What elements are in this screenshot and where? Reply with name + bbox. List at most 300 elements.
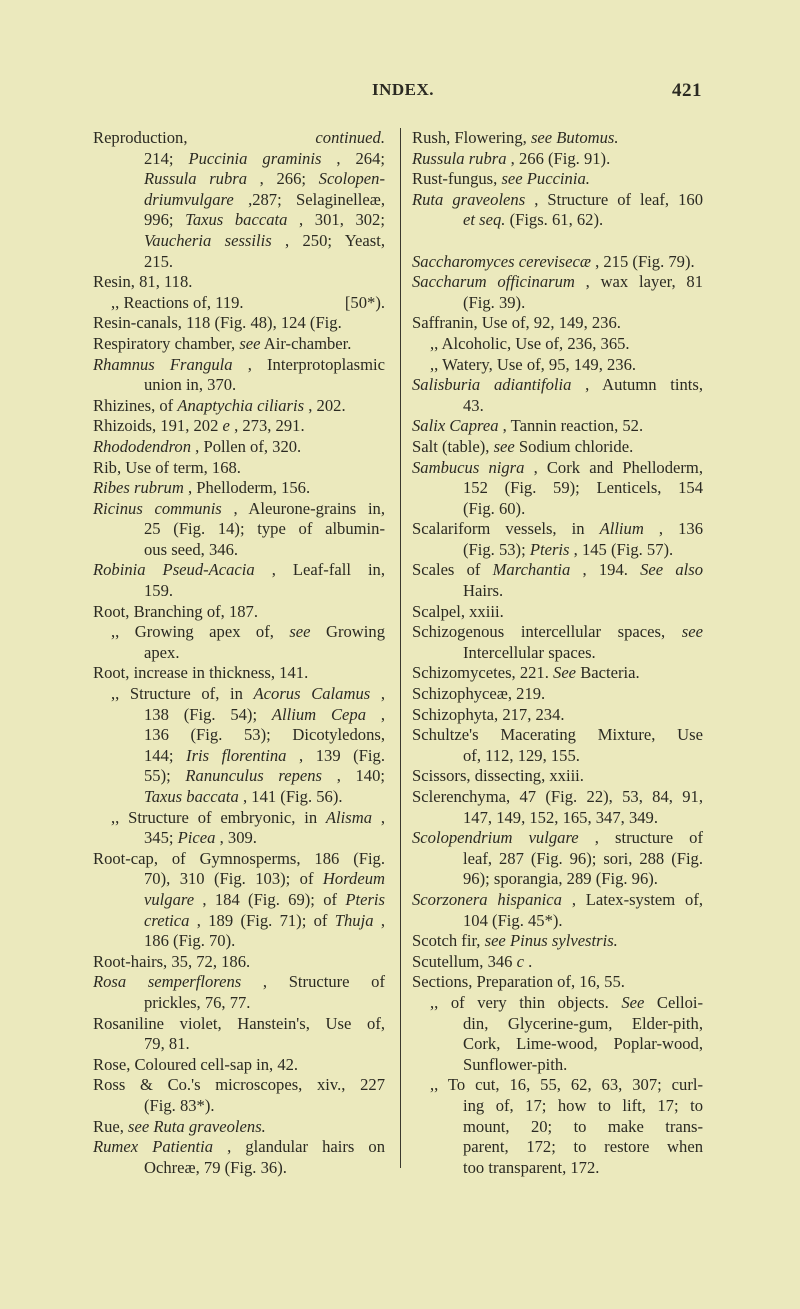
entry-line xyxy=(412,478,703,499)
entry-text: , Pollen of, 320. xyxy=(195,436,302,456)
italic-term: Salisburia adiantifolia xyxy=(412,375,572,395)
entry-text: , xyxy=(380,807,385,827)
entry-text: Root-cap, of Gymnosperms, 186 (Fig. xyxy=(93,848,385,868)
entry-text: Rosaniline violet, Hanstein's, Use of, xyxy=(93,1013,385,1033)
entry-line xyxy=(412,458,703,479)
italic-term: Vaucheria sessilis xyxy=(144,230,272,250)
entry-line xyxy=(412,1117,703,1138)
index-entry xyxy=(93,560,385,601)
entry-line xyxy=(93,1075,385,1096)
index-entry xyxy=(412,931,703,952)
index-entry xyxy=(93,313,385,334)
entry-text: , xyxy=(380,684,385,704)
italic-term: Taxus baccata xyxy=(185,210,288,230)
entry-text: Scotch fir, xyxy=(412,931,485,951)
entry-text: Salt (table), xyxy=(412,436,494,456)
italic-term: See xyxy=(553,663,577,683)
entry-line xyxy=(93,210,385,231)
entry-text: Rust-fungus, xyxy=(412,169,502,189)
entry-line xyxy=(412,313,703,334)
entry-line xyxy=(93,890,385,911)
entry-text: , 141 (Fig. 56). xyxy=(242,787,343,806)
entry-line xyxy=(93,190,385,211)
index-entry xyxy=(93,355,385,396)
entry-text: Sodium chloride. xyxy=(518,436,634,456)
entry-line xyxy=(93,1117,385,1138)
index-subentry xyxy=(93,293,385,314)
entry-text: Schultze's Macerating Mixture, Use xyxy=(412,725,703,745)
italic-term: see Puccinia. xyxy=(501,169,590,189)
index-entry xyxy=(93,272,385,293)
index-subentry xyxy=(412,993,703,1075)
italic-term: Anaptychia ciliaris xyxy=(177,395,305,415)
index-entry xyxy=(93,334,385,355)
entry-line xyxy=(93,252,385,273)
entry-text: 996; xyxy=(144,210,186,230)
entry-line xyxy=(93,499,385,520)
index-entry xyxy=(93,1055,385,1076)
entry-line xyxy=(412,643,703,664)
italic-term: continued. xyxy=(315,128,385,147)
entry-line xyxy=(412,437,703,458)
entry-text: of, 112, 129, 155. xyxy=(463,745,580,765)
italic-term: Rosa semperflorens xyxy=(93,972,242,992)
entry-text: , Leaf-fall in, xyxy=(271,560,385,580)
entry-line xyxy=(412,911,703,932)
entry-text: Rue, xyxy=(93,1116,129,1136)
entry-line xyxy=(412,622,703,643)
index-entry xyxy=(93,1075,385,1116)
entry-text: , Aleurone-grains in, xyxy=(233,498,385,518)
entry-text: 186 (Fig. 70). xyxy=(144,931,236,951)
entry-line xyxy=(93,1014,385,1035)
entry-line xyxy=(93,355,385,376)
entry-text: leaf, 287 (Fig. 96); sori, 288 (Fig. xyxy=(463,848,703,868)
italic-term: Hordeum xyxy=(322,869,385,889)
entry-line xyxy=(412,931,703,952)
entry-line xyxy=(93,1055,385,1076)
entry-text: Sections, Preparation of, 16, 55. xyxy=(412,972,625,992)
entry-text: prickles, 76, 77. xyxy=(144,992,251,1012)
entry-text: 104 (Fig. 45*). xyxy=(463,910,563,930)
entry-text: (Fig. 39). xyxy=(463,292,526,312)
italic-term: e xyxy=(222,416,230,436)
entry-text: parent, 172; to restore when xyxy=(463,1137,703,1157)
index-entry xyxy=(412,458,703,520)
entry-text: 25 (Fig. 14); type of albumin- xyxy=(144,519,385,539)
index-entry xyxy=(412,663,703,684)
italic-term: Sambucus nigra xyxy=(412,457,525,477)
entry-text: ,, of very thin objects. xyxy=(430,992,622,1012)
entry-line xyxy=(412,952,703,973)
entry-text: 55); xyxy=(144,766,186,786)
entry-line xyxy=(412,169,703,190)
entry-text: , 139 (Fig. xyxy=(299,745,385,765)
entry-line xyxy=(412,252,703,273)
index-entry xyxy=(93,952,385,973)
entry-line xyxy=(93,705,385,726)
entry-line xyxy=(93,560,385,581)
index-entry xyxy=(412,272,703,313)
entry-text: 79, 81. xyxy=(144,1034,190,1054)
entry-text: , Latex-system of, xyxy=(571,889,704,909)
index-entry xyxy=(412,519,703,560)
entry-line xyxy=(93,416,385,437)
italic-term: Pteris xyxy=(529,539,570,559)
entry-line xyxy=(412,1055,703,1076)
entry-text: , 266 (Fig. 91). xyxy=(510,148,611,168)
entry-text: , 215 (Fig. 79). xyxy=(595,251,695,271)
entry-text: Reproduction, xyxy=(93,128,316,147)
italic-term: Salix Caprea xyxy=(412,416,499,436)
entry-text: 144; xyxy=(144,745,187,765)
entry-text: Growing xyxy=(326,622,385,642)
entry-line xyxy=(93,643,385,664)
index-entry xyxy=(412,787,703,828)
entry-text: Rib, Use of term, 168. xyxy=(93,457,241,477)
entry-line xyxy=(412,869,703,890)
entry-text: ing of, 17; how to lift, 17; to xyxy=(463,1095,703,1115)
entry-text: , 189 (Fig. 71); of xyxy=(196,910,335,930)
index-entry xyxy=(93,1137,385,1178)
entry-line xyxy=(412,787,703,808)
entry-line xyxy=(412,581,703,602)
entry-text: , Cork and Phelloderm, xyxy=(533,457,703,477)
section-gap xyxy=(412,231,703,252)
entry-line xyxy=(93,684,385,705)
index-entry xyxy=(412,375,703,416)
index-subentry xyxy=(412,1075,703,1178)
entry-text: , 250; Yeast, xyxy=(285,230,385,250)
index-entry xyxy=(412,952,703,973)
italic-term: See also xyxy=(640,560,704,580)
entry-line xyxy=(93,437,385,458)
italic-term: Rumex Patientia xyxy=(93,1137,214,1157)
entry-line xyxy=(412,808,703,829)
entry-text: ,287; Selaginelleæ, xyxy=(248,189,385,209)
entry-line xyxy=(412,375,703,396)
entry-line xyxy=(412,684,703,705)
italic-term: Ruta graveolens xyxy=(412,189,526,209)
index-entry xyxy=(93,499,385,561)
entry-line xyxy=(93,1158,385,1179)
entry-line xyxy=(93,478,385,499)
entry-line xyxy=(93,540,385,561)
index-entry xyxy=(412,169,703,190)
entry-line xyxy=(412,602,703,623)
index-subentry xyxy=(93,808,385,849)
italic-term: Thuja xyxy=(334,910,374,930)
entry-text: 152 (Fig. 59); Lenticels, 154 xyxy=(463,478,703,498)
entry-text: Scalpel, xxiii. xyxy=(412,601,504,621)
entry-text: union in, 370. xyxy=(144,375,237,395)
index-subentry xyxy=(412,334,703,355)
entry-text: Rush, Flowering, xyxy=(412,128,531,147)
index-entry xyxy=(412,437,703,458)
entry-line xyxy=(93,1137,385,1158)
italic-term: see Pinus sylvestris. xyxy=(484,931,618,951)
entry-text: , 140; xyxy=(336,766,385,786)
entry-text: Rose, Coloured cell-sap in, 42. xyxy=(93,1054,299,1074)
italic-term: Saccharum officinarum xyxy=(412,272,575,292)
italic-term: Rhododendron xyxy=(93,436,192,456)
entry-line xyxy=(93,293,385,314)
entry-text: (Figs. 61, 62). xyxy=(509,210,604,230)
entry-line xyxy=(93,869,385,890)
entry-text: Air-chamber. xyxy=(263,333,352,353)
entry-line xyxy=(93,725,385,746)
running-head: INDEX. xyxy=(371,80,435,99)
index-entry xyxy=(93,437,385,458)
index-entry xyxy=(93,458,385,479)
entry-line xyxy=(93,952,385,973)
entry-text: , 202. xyxy=(308,395,346,415)
entry-text: , 264; xyxy=(336,148,385,168)
entry-line xyxy=(93,375,385,396)
entry-line xyxy=(412,355,703,376)
entry-text: Root, increase in thickness, 141. xyxy=(93,663,309,683)
entry-line xyxy=(412,993,703,1014)
entry-text: 96); sporangia, 289 (Fig. 96). xyxy=(463,869,658,889)
entry-text: Cork, Lime-wood, Poplar-wood, xyxy=(463,1034,703,1054)
entry-text: Ross & Co.'s microscopes, xiv., 227 xyxy=(93,1075,385,1095)
entry-text: Schizomycetes, 221. xyxy=(412,663,554,683)
entry-text: Scales of xyxy=(412,560,493,580)
italic-term: Iris florentina xyxy=(186,745,287,765)
index-entry xyxy=(93,478,385,499)
index-entry xyxy=(93,663,385,684)
italic-term: Russula rubra xyxy=(412,148,507,168)
entry-text: 214; xyxy=(144,148,189,168)
entry-text: , 301, 302; xyxy=(299,210,385,230)
entry-text: 138 (Fig. 54); xyxy=(144,704,272,724)
entry-text: (Fig. 53); xyxy=(463,539,530,559)
entry-text: (Fig. 83*). xyxy=(144,1095,215,1115)
entry-text: Bacteria. xyxy=(580,663,640,683)
entry-text: ,, Structure of, in xyxy=(111,684,254,704)
entry-line xyxy=(412,210,703,231)
italic-term: Alisma xyxy=(325,807,373,827)
index-entry xyxy=(93,128,385,272)
entry-line xyxy=(93,334,385,355)
entry-text: 147, 149, 152, 165, 347, 349. xyxy=(463,807,658,827)
italic-term: Scorzonera hispanica xyxy=(412,889,562,909)
index-subentry xyxy=(93,622,385,663)
column-divider xyxy=(400,128,401,1168)
entry-text: Scissors, dissecting, xxiii. xyxy=(412,766,584,786)
entry-line xyxy=(93,766,385,787)
entry-text: . xyxy=(528,951,533,971)
entry-line xyxy=(93,128,385,149)
entry-line xyxy=(412,519,703,540)
entry-text: 43. xyxy=(463,395,484,415)
index-entry xyxy=(412,416,703,437)
entry-line xyxy=(412,705,703,726)
entry-text: Scalariform vessels, in xyxy=(412,519,600,539)
entry-text: Rhizines, of xyxy=(93,395,178,415)
index-entry xyxy=(412,725,703,766)
entry-text: Saffranin, Use of, 92, 149, 236. xyxy=(412,313,621,333)
entry-text: , 194. xyxy=(582,560,641,580)
entry-line xyxy=(412,725,703,746)
index-entry xyxy=(93,416,385,437)
italic-term: et seq. xyxy=(463,210,506,230)
entry-text: ous seed, 346. xyxy=(144,539,239,559)
index-subentry xyxy=(412,355,703,376)
entry-text: 136 (Fig. 53); Dicotyledons, xyxy=(144,725,385,745)
entry-line xyxy=(93,787,385,808)
entry-text: ,, Reactions of, 119. xyxy=(111,292,244,312)
entry-line xyxy=(412,416,703,437)
entry-text: , xyxy=(380,910,385,930)
entry-text: 70), 310 (Fig. 103); of xyxy=(144,869,323,889)
italic-term: see Butomus. xyxy=(530,128,619,147)
entry-text: Sunflower-pith. xyxy=(463,1054,568,1074)
entry-text: , 266; xyxy=(259,169,319,189)
entry-line xyxy=(93,663,385,684)
entry-line xyxy=(93,149,385,170)
entry-line xyxy=(93,396,385,417)
entry-text: din, Glycerine-gum, Elder-pith, xyxy=(463,1013,703,1033)
entry-line xyxy=(93,911,385,932)
entry-text: Resin, 81, 118. xyxy=(93,272,193,292)
entry-line xyxy=(412,746,703,767)
index-entry xyxy=(412,190,703,231)
entry-line xyxy=(412,560,703,581)
entry-text: , 273, 291. xyxy=(234,416,305,436)
entry-text: , 145 (Fig. 57). xyxy=(573,539,674,559)
page-number: 421 xyxy=(672,80,702,101)
entry-line xyxy=(412,1075,703,1096)
entry-text: , xyxy=(380,704,385,724)
italic-term: Marchantia xyxy=(492,560,571,580)
entry-line xyxy=(412,1096,703,1117)
entry-text: , wax layer, 81 xyxy=(585,272,704,292)
entry-text: , Structure of leaf, 160 xyxy=(534,189,703,209)
italic-term: Pteris xyxy=(345,889,385,909)
entry-text: Respiratory chamber, xyxy=(93,333,240,353)
index-entry xyxy=(412,766,703,787)
index-entry xyxy=(412,622,703,663)
entry-text: Rhizoids, 191, 202 xyxy=(93,416,223,436)
entry-text: , Interprotoplasmic xyxy=(247,354,385,374)
entry-line xyxy=(93,231,385,252)
entry-text: , structure of xyxy=(594,828,703,848)
entry-line xyxy=(412,293,703,314)
italic-term: Puccinia graminis xyxy=(188,148,322,168)
italic-term: Allium xyxy=(599,519,644,539)
entry-text: , Autumn tints, xyxy=(585,375,704,395)
italic-term: Scolopen- xyxy=(318,169,385,189)
index-entry xyxy=(412,684,703,705)
entry-text: ,, Watery, Use of, 95, 149, 236. xyxy=(430,354,637,374)
italic-term: vulgare xyxy=(144,889,195,909)
italic-term: see xyxy=(493,436,515,456)
entry-text: Root, Branching of, 187. xyxy=(93,601,258,621)
italic-term: Robinia Pseud-Acacia xyxy=(93,560,255,580)
italic-term: Ribes rubrum xyxy=(93,478,184,498)
entry-text: Scutellum, 346 xyxy=(412,951,517,971)
index-entry xyxy=(412,602,703,623)
entry-text: Sclerenchyma, 47 (Fig. 22), 53, 84, 91, xyxy=(412,787,703,806)
entry-text: 345; xyxy=(144,828,178,848)
entry-line xyxy=(93,581,385,602)
italic-term: Ricinus communis xyxy=(93,498,222,518)
index-entry xyxy=(93,849,385,952)
index-entry xyxy=(412,828,703,890)
italic-term: see xyxy=(681,622,703,642)
index-subentry xyxy=(93,684,385,808)
index-column-left xyxy=(93,128,385,1178)
index-entry xyxy=(93,396,385,417)
entry-text: Schizophyceæ, 219. xyxy=(412,684,546,704)
entry-line xyxy=(412,1137,703,1158)
entry-text: Root-hairs, 35, 72, 186. xyxy=(93,951,251,971)
index-entry xyxy=(412,972,703,993)
italic-term: See xyxy=(621,992,645,1012)
entry-line xyxy=(412,540,703,561)
entry-line xyxy=(93,169,385,190)
entry-text: , Tannin reaction, 52. xyxy=(502,416,644,436)
index-entry xyxy=(412,313,703,334)
entry-line xyxy=(412,334,703,355)
entry-line xyxy=(412,972,703,993)
entry-text: apex. xyxy=(144,642,180,662)
entry-line xyxy=(93,746,385,767)
entry-text: , 184 (Fig. 69); of xyxy=(202,889,346,909)
entry-text: , 136 xyxy=(658,519,703,539)
index-entry xyxy=(412,890,703,931)
entry-line xyxy=(93,622,385,643)
italic-term: Ranunculus repens xyxy=(185,766,323,786)
italic-term: Picea xyxy=(177,828,216,848)
entry-text: mount, 20; to make trans- xyxy=(463,1116,703,1136)
entry-line xyxy=(412,828,703,849)
entry-text: ,, Alcoholic, Use of, 236, 365. xyxy=(430,333,630,353)
italic-term: c xyxy=(516,951,525,971)
entry-text: , Phelloderm, 156. xyxy=(187,478,311,498)
entry-line xyxy=(93,972,385,993)
entry-line xyxy=(412,1158,703,1179)
entry-text: ,, Structure of embryonic, in xyxy=(111,807,326,827)
entry-text: 159. xyxy=(144,581,174,601)
entry-line xyxy=(93,313,385,334)
entry-line xyxy=(93,828,385,849)
italic-term: see Ruta graveolens. xyxy=(128,1116,266,1136)
entry-text: 215. xyxy=(144,251,174,271)
italic-term: Taxus baccata xyxy=(144,787,239,806)
index-entry xyxy=(412,560,703,601)
italic-term: see xyxy=(239,333,261,353)
entry-line xyxy=(412,128,703,149)
italic-term: Saccharomyces cerevisecæ xyxy=(412,251,591,271)
italic-term: Rhamnus Frangula xyxy=(93,354,233,374)
entry-line xyxy=(412,663,703,684)
entry-text: Schizophyta, 217, 234. xyxy=(412,704,565,724)
index-entry xyxy=(93,972,385,1013)
entry-line xyxy=(412,149,703,170)
entry-text: Hairs. xyxy=(463,581,504,601)
entry-text: Celloi- xyxy=(656,992,704,1012)
index-entry xyxy=(412,252,703,273)
entry-line xyxy=(93,1096,385,1117)
entry-text: Resin-canals, 118 (Fig. 48), 124 (Fig. xyxy=(93,313,342,333)
entry-line xyxy=(93,849,385,870)
index-entry xyxy=(93,1117,385,1138)
italic-term: Russula rubra xyxy=(144,169,248,189)
entry-text: (Fig. 60). xyxy=(463,498,526,518)
overflow-text: [50*). xyxy=(344,292,385,312)
